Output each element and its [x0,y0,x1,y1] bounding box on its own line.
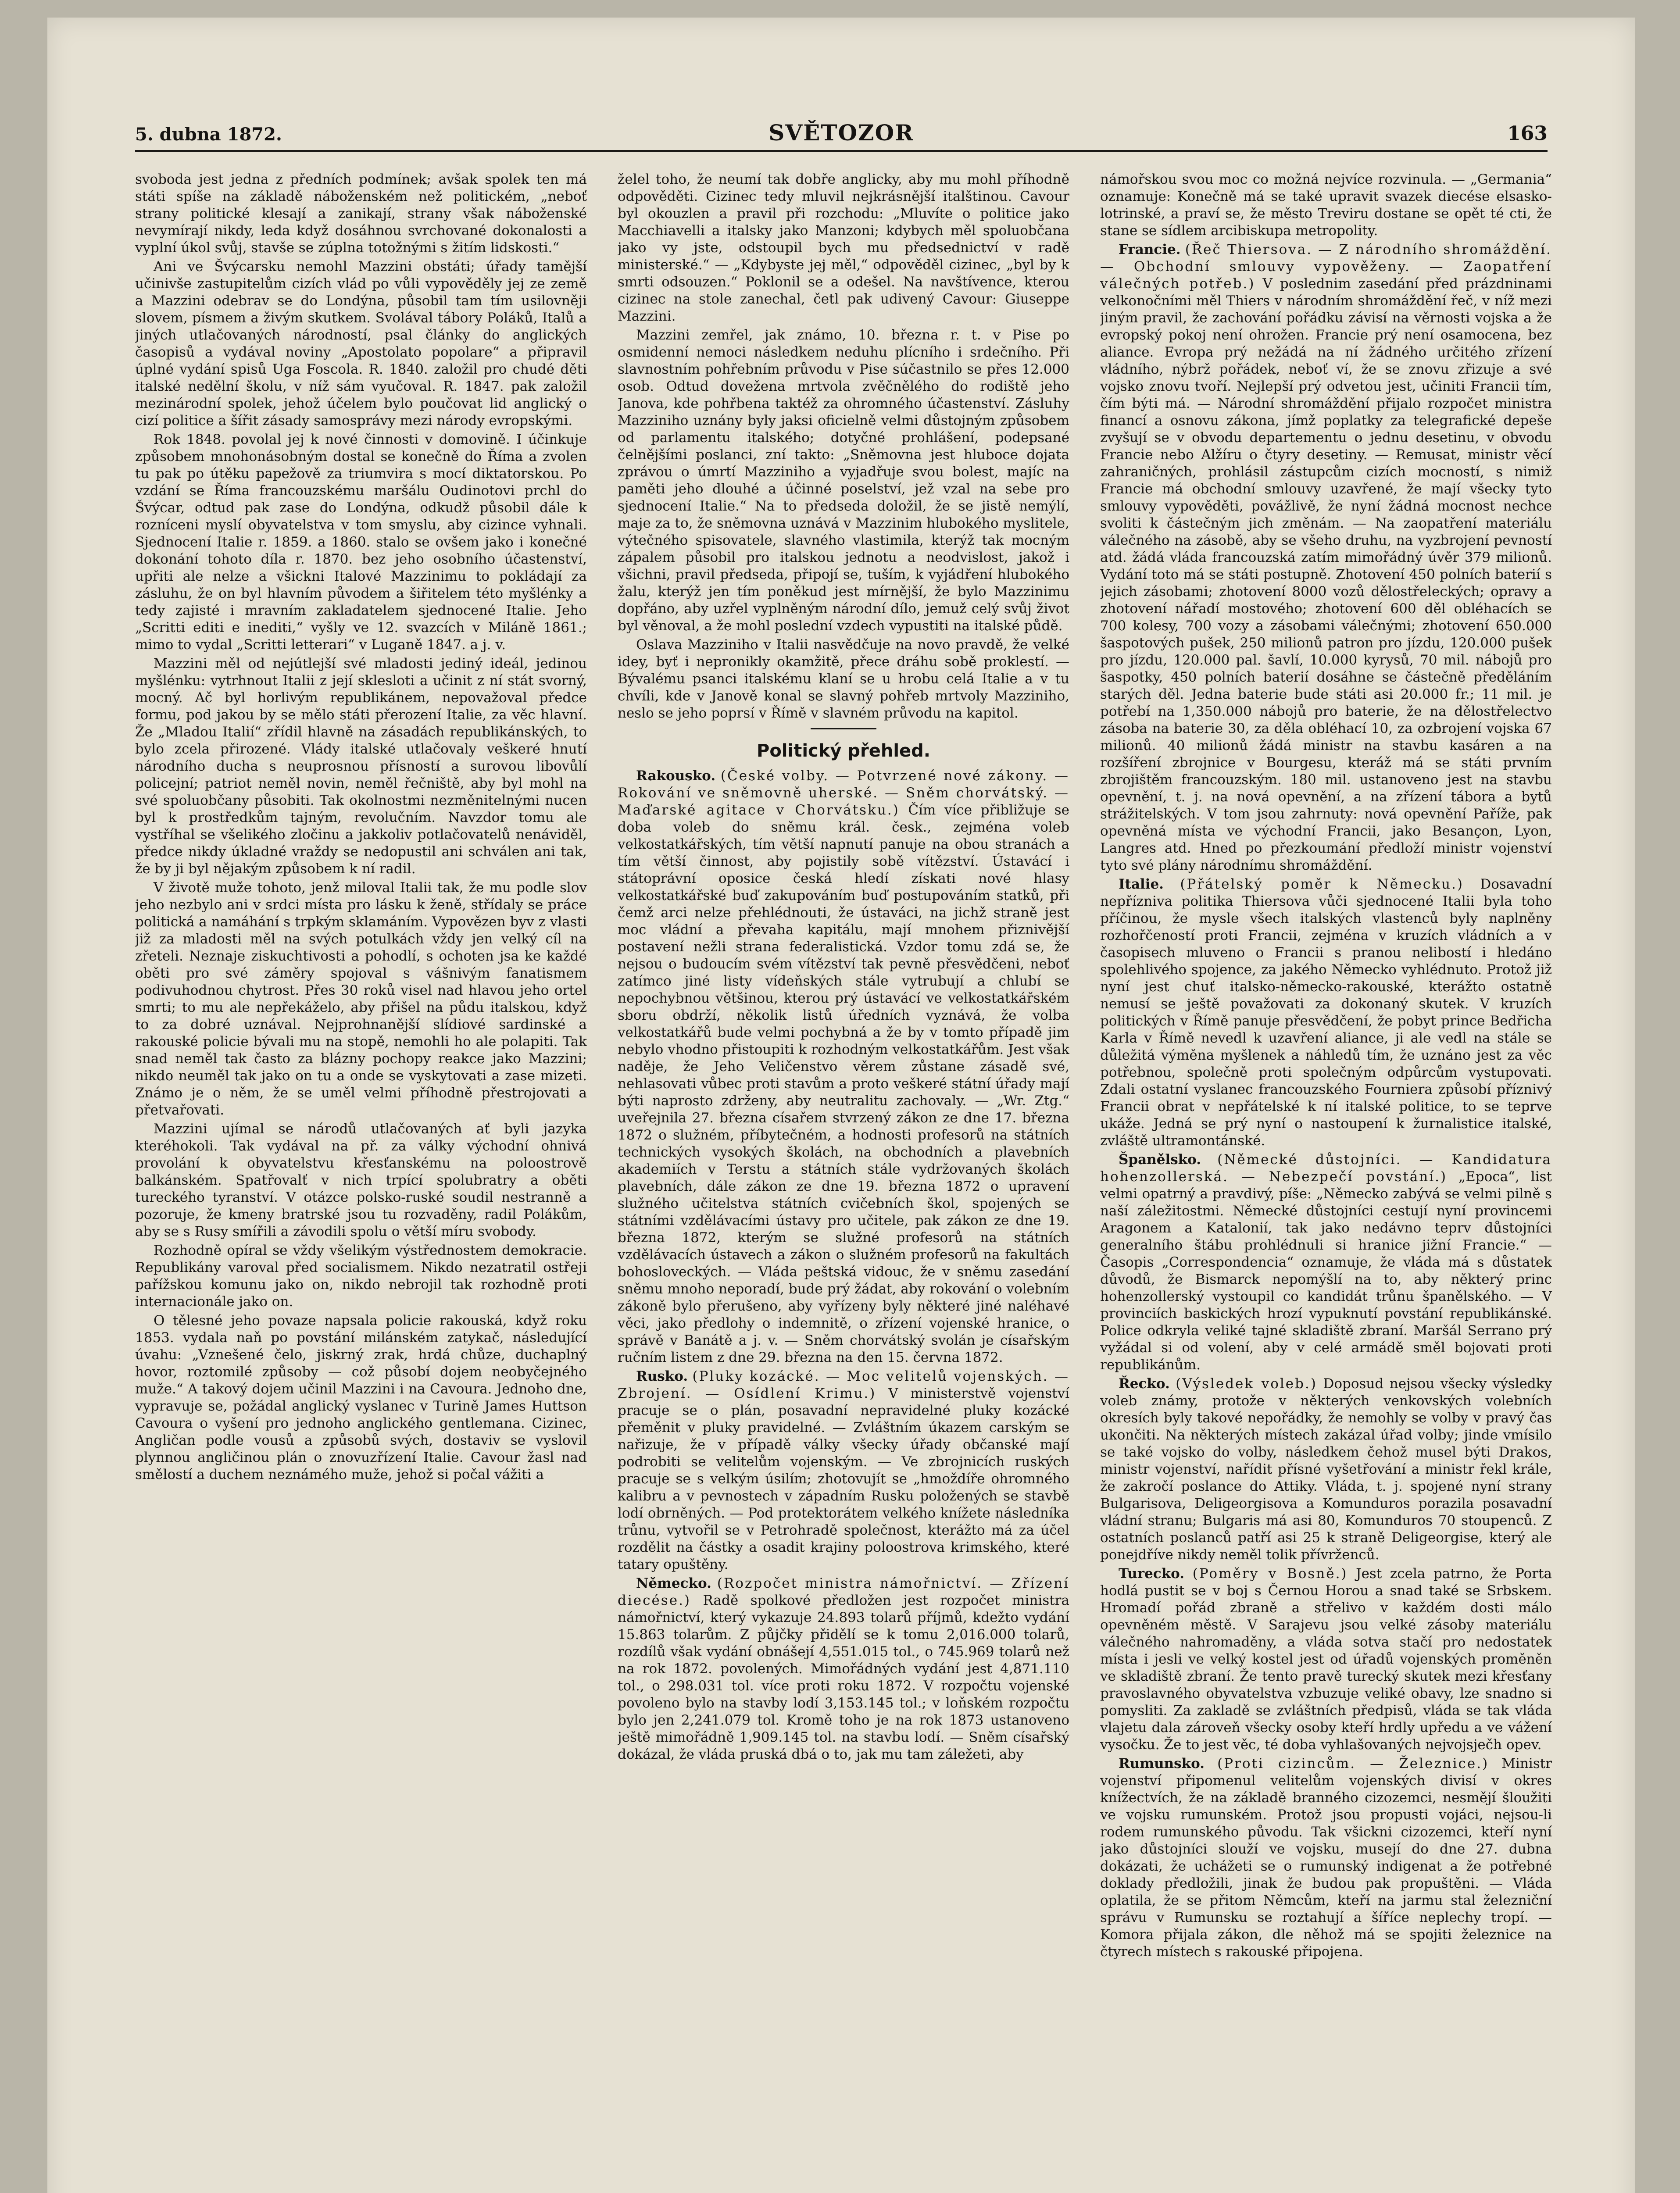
page-header [135,118,1548,152]
paragraph: Ani ve Švýcarsku nemohl Mazzini obstáti; úřady tamější učinivše zastupitelům cizích vlád po vůli vypověděly jej ze země a Mazzini odebrav se do Londýna, působil tam tím usilovněji slovem, písmem a živým skutkem. Svolával tábory Poláků, Italů a jiných utlačovaných národností, psal články do anglických časopisů a vydával noviny „Apostolato popolare“ a připravil úplné vydání spisů Uga Foscola. R. 1840. založil pro chudé děti italské nedělní školu, v níž sám vyučoval. R. 1847. pak založil mezinárodní spolek, jehož účelem bylo poučovat lid anglický o cizí politice a šířit zásady samosprávy mezi národy evropskými. [135,259,587,429]
news-item-romania [1100,1755,1552,1961]
news-subheading: (Řeč Thiersova. — Z národního shromáždění. — Obchodní smlouvy vypověženy. — Zaopatření válečných potřeb.) [1100,242,1552,292]
news-subheading: (České volby. — Potvrzené nové zákony. — Rokování ve sněmovně uherské. — Sněm chorvátský. — Maďarské agitace v Chorvátsku.) [618,768,1069,818]
issue-date: 5. dubna 1872. [135,124,282,145]
news-item-spain [1100,1151,1552,1374]
news-body: Čím více přibližuje se doba voleb do sněmu král. česk., zejména voleb velkostatkářských, tím větší napnutí panuje na obou stranách a tím větší činnost, aby pojistily sobě vítězství. Ústavácí i státoprávní oposice česká hledí získati nové hlasy velkostatkářské buď zakupováním buď postupováním statků, při čemž arci nelze přehlédnouti, že ústaváci, na jichž straně jest moc vládní a převaha kapitálu, mají mnohem přiznivější postavení nežli strana federalistická. Vzdor tomu zdá se, že nejsou o budoucím svém vítězství tak pevně přesvědčeni, neboť zatímco jiné listy vídeňských stále vytrubují a chlubí se nepochybnou většinou, kterou prý ústavácí ve velkostatkářském sboru obdrží, několik listů úředních vyznává, že volba velkostatkářů bude velmi pochybná a že by v tomto případě jim nebylo vhodno přistoupiti k rozhodným velkostatkářům. Jest však naděje, že Jeho Veličenstvo věrem zůstane zásadě své, nehlasovati vůbec proti stavům a proto veškeré státní úřady mají býti naprosto zdrženy, aby neutralitu zachovaly. — „Wr. Ztg.“ uveřejnila 27. března císařem stvrzený zákon ze dne 17. března 1872 o služném, příbytečném, a hodnosti profesorů na státních technických vysokých školách, na obchodních a plavebních akademiích v Terstu a státních stále vydržovaných školách plavebních, dále zákon ze dne 19. března 1872 o upravení služného učitelstva státních cvičebních škol, spojených se státními vzdělávacími ústavy pro učitele, pak zákon ze dne 19. března 1872, kterým se služné profesorů na státních vzdělávacích ústavech a zákon o služném profesorů na fakultách bohosloveckých. — Vláda peštská vidouc, že v sněmu zasedání sněmu mnoho neporadí, bude prý žádat, aby rokování o volebním zákoně bylo přerušeno, aby vyřízeny byly některé jiné naléhavé věci, jako předlohy o indemnitě, o zřízení vojenské hranice, o správě v Banátě a j. v. — Sněm chorvátský svolán je císařským ručním listem z dne 29. března na den 15. června 1872. [618,802,1069,1365]
news-item-austria [618,768,1069,1366]
news-item-italy [1100,876,1552,1150]
column-1 [135,171,587,2193]
news-body: Jest zcela patrno, že Porta hodlá pustit se v boj s Černou Horou a snad také se Srbskem. Hromadí pořád zbraně a střelivo v každém dosti málo opevněném městě. V Sarajevu jsou velké zásoby materiálu válečného nahromaděny, a vláda sotva stačí pro nedostatek místa i jesli ve velký kostel jest od úřadů vojenských proměněn ve skladiště zbraní. Že tento pravě turecký skutek mezi křesťany pravoslavného obyvatelstva vzbuzuje veliké obavy, lze snadno si pomysliti. Za zakladě se zvláštních předpisů, vláda se tak vláda vlajetu dala zároveň všecky osoby kteří hrdly upředu a ve vážení vysočku. Že to jest věc, té doba vyhlašovaných nejvojsječh opev. [1100,1566,1552,1753]
divider [811,728,876,729]
news-subheading: (Poměry v Bosně.) [1192,1566,1348,1582]
news-body: „Epoca“, list velmi opatrný a pravdivý, píše: „Německo zabývá se velmi pilně s naší záležitostmi. Německé důstojníci cestují nyní provincemi Aragonem a Katalonií, tak jako nedávno teprv důstojníci generalního štábu prohlédnuli si hranice jižní Francie.“ — Časopis „Correspondencia“ oznamuje, že vláda má s důstatek důvodů, že Bismarck nepomýšlí na to, aby některý princ hohenzollerský vystoupil co kandidát trůnu španělského. — V provinciích baskických hrozí vypuknutí povstání republikánské. Police odkryla veliké tajné skladiště zbraní. Maršál Serrano prý vyžádal si od volení, aby v celé armádě směl bojovati proti republikánům. [1100,1169,1552,1373]
news-heading: Španělsko. [1119,1152,1201,1168]
news-heading: Rakousko. [636,768,716,784]
news-subheading: (Německé důstojníci. — Kandidatura hohenzollerská. — Nebezpečí povstání.) [1100,1152,1552,1185]
news-heading: Rumunsko. [1119,1756,1205,1772]
news-subheading: (Výsledek voleb.) [1176,1376,1317,1392]
news-body: Radě spolkové předložen jest rozpočet ministra námořnictví, který vykazuje 24.893 tolarů příjmů, kdežto vydání 15.863 tolarům. Z půjčky přidělí se k tomu 2,016.000 tolarů, rozdílů však vydání obnášejí 4,551.015 tol., o 745.969 tolarů než na rok 1872. povolených. Mimořádných vydání jest 4,871.110 tol., o 298.031 tol. více proti roku 1872. V rozpočtu vojenské povoleno bylo na stavby lodí 3,153.145 tol.; v loňském rozpočtu bylo jen 2,241.079 tol. Kromě toho je na rok 1873 ustanoveno ještě mimořádně 1,909.145 tol. na stavbu lodí. — Sněm císařský dokázal, že vláda pruská dbá o to, jak mu tam záležeti, aby [618,1593,1069,1762]
news-heading: Řecko. [1119,1376,1170,1392]
news-item-germany [618,1575,1069,1763]
masthead-title: SVĚTOZOR [769,120,914,146]
column-2 [618,171,1069,2193]
news-body: V ministerstvě vojenství pracuje se o plán, posavadní nepravidelné pluky kozácké přeměnit v pluky pravidelné. — Zvláštním úkazem carským se nařizuje, že v případě války všecky úřady občanské mají podrobiti se velitelům vojenským. — Ve zbrojnicích ruských pracuje se s velkým úsilím; zhotovujít se „hmoždíře ohromného kalibru a v pevnostech v západním Rusku položených se stavbě lodí obrněných. — Pod protektorátem velkého knížete následníka trůnu, vytvořil se v Petrohradě společnost, kterážto má za účel rozdělit na částky a osadit krajiny poloostrova krimského, které tatary opuštěny. [618,1386,1069,1572]
news-body: Ministr vojenství připomenul velitelům vojenských divisí v okres knížectvích, že na základě branného cizozemci, nesmějí šloužiti ve vojsku rumunském. Protož jsou propusti vojáci, nejsou-li rodem rumunského původu. Tak všickni cizozemci, kteří nyní jako důstojníci slouží ve vojsku, musejí do dne 27. dubna dokázati, že uchážeti se o rumunský indigenat a že potřebné doklady předložili, jinak že budou pak propuštěni. — Vláda oplatila, že se přitom Němcům, kteří na jarmu stal železniční správu v Rumunsku se roztahují a šíříce neplechy tropí. — Komora přijala zákon, dle něhož má se spojiti železnice na čtyrech místech s rakouské připojena. [1100,1756,1552,1960]
news-subheading: (Rozpočet ministra námořnictví. — Zřízení diecése.) [618,1575,1069,1608]
paragraph: Mazzini měl od nejútlejší své mladosti jediný ideál, jedinou myšlénku: vytrhnout Italii z její sklesloti a učinit z ní stát svorný, mocný. Ač byl horlivým republikánem, nepovažoval předce formu, pod jakou by se mělo státi přerození Italie, za věc hlavní. Že „Mladou Italií“ zřídil hlavně na zásadách republikánských, to bylo zcela přirozené. Vlády italské utlačovaly veškeré hnutí národního ducha s neuprosnou přísností a surovou libovůlí policejní; patriot neměl novin, neměl řečniště, aby byl mohl na své spoluobčany působiti. Tak okolnostmi nezměnitelnými nucen byl k prostředkům tajným, revolučním. Navzdor tomu ale vystříhal se všelikého zločinu a jakkoliv potlačovatelů nenáviděl, předce nikdy úkladné vraždy se nedopustil ani schválen ani tak, že by ji byl nějakým způsobem k ní radil. [135,656,587,877]
paragraph: Mazzini zemřel, jak známo, 10. března r. t. v Pise po osmidenní nemoci následkem neduhu plícního i srdečního. Při slavnostním pohřebním průvodu v Pise súčastnilo se přes 12.000 osob. Odtud dovežena mrtvola zvěčnělého do rodiště jeho Janova, kde pohřbena taktéž za ohromného účastenství. Zásluhy Mazziniho uznány byly jaksi oficielně velmi důstojným způsobem od parlamentu italského; dotyčné prohlášení, podepsané čelnějšími poslanci, zní takto: „Sněmovna jest hluboce dojata zprávou o úmrtí Mazziniho a vyjadřuje svou bolest, majíc na paměti jeho dlouhé a účinné poselství, jež vzal na sebe pro sjednocení Italie.“ Na to předseda doložil, že se jistě nemýlí, maje za to, že sněmovna uznává v Mazzinim hlubokého myslitele, výtečného spisovatele, slavného vlastimila, kterýž tak mocným zápalem působil pro italskou jednotu a neodvislost, jakož i všichni, pravil předseda, připojí se, tuším, k vyjádření hlubokého žalu, kterýž jen tím poněkud jest mírnější, že bylo Mazzinimu dopřáno, aby uzřel vyplněným národní dílo, jemuž celý svůj život byl věnoval, a že mohl poslední vzdech vypustiti na italské půdě. [618,327,1069,634]
paragraph: Rozhodně opíral se vždy všelikým výstřednostem demokracie. Republikány varoval před socialismem. Nikdo nezatratil ostřeji pařížskou komunu jako on, nikdo nebrojil tak rozhodně proti internacionále jako on. [135,1243,587,1310]
news-subheading: (Proti cizincům. — Železnice.) [1217,1756,1489,1772]
news-heading: Rusko. [636,1368,688,1384]
news-body: Doposud nejsou všecky výsledky voleb známy, protože v některých venkovských volebních okresích byly takové nepořádky, že nemohly se volby v pravý čas ukončiti. Na některých místech zakázal úřad volby; jinde vmísilo se také vojsko do volby, následkem čehož musel býti Drakos, ministr vojenství, nařídit přísné vyšetřování a ministr řekl krále, že zakročí poslance do Attiky. Vláda, t. j. spojené nyní strany Bulgarisova, Deligeorgisova a Komunduros porazila posavadní vládní stranu; Bulgaris má asi 80, Komunduros 70 stoupenců. Z ostatních poslanců patří asi 25 k straně Deligeorgise, který ale ponejdříve nikdy neměl tolik přívrženců. [1100,1376,1552,1563]
newspaper-page [47,18,1635,2193]
news-item-greece [1100,1375,1552,1564]
paragraph: námořskou svou moc co možná nejvíce rozvinula. — „Germania“ oznamuje: Konečně má se také upravit svazek diecése elsasko-lotrinské, a praví se, že město Treviru dostane se opět té cti, že stane se sídlem arcibiskupa metropolity. [1100,171,1552,239]
paragraph: O tělesné jeho povaze napsala policie rakouská, když roku 1853. vydala naň po povstání milánském zatykač, následující úvahu: „Vznešené čelo, jiskrný zrak, hrdá chůze, duchaplný hovor, roztomilé způsoby — což působí dojem neobyčejného muže.“ A takový dojem učinil Mazzini i na Cavoura. Jednoho dne, vypravuje se, požádal anglický vyslanec v Turině James Huttson Cavoura o vyšení pro jednoho anglického gentlemana. Cizinec, Angličan podle vousů a způsobů svých, dostaviv se vyslovil plynnou angličinou plán o znovuzřízení Italie. Cavour žasl nad smělostí a duchem neznámého muže, jehož si počal vážiti a [135,1313,587,1482]
news-item-turkey [1100,1565,1552,1754]
section-title: Politický přehled. [757,741,930,761]
page-number: 163 [1507,122,1548,145]
news-heading: Turecko. [1119,1566,1185,1582]
news-body: V poslednim zasedání před prázdninami velkonočními měl Thiers v národním shromáždění řeč, v níž mezi jiným pravil, že zachování pořádku závisí na věrnosti vojska a že evropský pokoj není ohrožen. Francie prý není osamocena, bez aliance. Evropa prý nežádá na ní žádného určitého zřízení vládního, nýbrž pořádek, neboť ví, že se znovu zřizuje a své vojsko znovu tvoří. Nejlepší prý odvetou jest, učiniti Francii tím, čím býti má. — Národní shromáždění přijalo rozpočet ministra financí a osnovu zákona, jímž poplatky za telegrafické depeše zvyšují se v obvodu departementu o jednu desetinu, v obvodu Francie nebo Alžíru o čtyry desetiny. — Remusat, ministr věcí zahraničných, prohlásil zástupcům cizích mocností, s nimiž Francie má obchodní smlouvy uzavřené, že mají všecky tyto smlouvy vypověděti, povážlivě, že nyní žádná mocnost nechce svoliti k částečným jich změnám. — Na zaopatření materiálu válečného na zásobě, aby se všeho druhu, na vyzbrojení pevností atd. žádá vláda francouzská zatím mimořádný úvěr 379 milionů. Vydání toto má se státi postupně. Zhotovení 450 polních baterií s jejich zásobami; zhotovení 8000 vozů dělostřeleckých; opravy a zhotovení nářadí mostového; zhotovení 600 děl obléhacích se 700 kolesy, 700 vozy a zásobami válečnými; zhotovení 650.000 šaspotových pušek, 250 milionů patron pro jízdu, 120.000 pušek pro jízdu, 120.000 pal. šavlí, 10.000 kyrysů, 70 mil. nábojů pro šaspotky, 450 polních baterií dosáhne se částečně předěláním starých děl. Jedna baterie bude státi asi 20.000 fr.; 11 mil. je potřebí na 1,350.000 nábojů pro baterie, že na dělostřelectvo zásoba na baterie 30, za děla obléhací 10, za ozbrojení vojska 67 milionů. 40 milionů žádá ministr na stavbu kasáren a na rozšíření zbrojnice v Bourgesu, kteráž má se státi prvním zbrojištěm francouzským. 180 mil. ustanoveno jest na stavbu opevnění, t. j. na nová opevnění, a na zřízení tábora a bytů strážitelských. V tom jsou zahrnuty: nová opevnění Paříže, pak opevněná místa ve východní Francii, jako Besançon, Lyon, Langres atd. Hned po přezkoumání předloží ministr vojenství tyto své plány národnímu shromáždění. [1100,276,1552,873]
paragraph: V životě muže tohoto, jenž miloval Italii tak, že mu podle slov jeho nezbylo ani v srdci místa pro lásku k ženě, střídaly se práce politická a namáhání s trpkým sklamáním. Vypovězen byv z vlasti již za mladosti měl na svých potulkách vždy jen velký cíl na zřeteli. Neznaje ziskuchtivosti a pohodlí, s ochoten jsa ke každé oběti pro své záměry spojoval s vášnivým fanatismem podivuhodnou chytrost. Přes 30 roků visel nad hlavou jeho ortel smrti; to mu ale nepřekáželo, aby přišel na půdu italskou, když to za dobré uznával. Nejprohnanější slídiové sardinské a rakouské policie bývali mu na stopě, nemohli ho ale polapiti. Tak snad neměl tak často za blázny pochopy reakce jako Mazzini; nikdo neuměl tak jako on tu a onde se vyskytovati a zase mizeti. Známo je o něm, že se uměl velmi příhodně přestrojovati a přetvařovati. [135,880,587,1118]
news-item-france [1100,241,1552,874]
paragraph: Mazzini ujímal se národů utlačovaných ať byli jazyka kteréhokoli. Tak vydával na př. za války východní ohnivá provolání k obyvatelstvu křesťanskému na poloostrově balkánském. Spatřovalť v nich trpící spolubratry a oběti tureckého tyranství. V otázce polsko-ruské soudil nestranně a pozoruje, že kmeny bratrské jsou tu rozvaděny, radil Polákům, aby se s Rusy smířili a závodili spolu o větší míru svobody. [135,1121,587,1239]
paragraph: Rok 1848. povolal jej k nové činnosti v domovině. I účinkuje způsobem mnohonásobným dostal se konečně do Říma a zvolen tu pak po útěku papežově za triumvira s mocí diktatorskou. Po vzdání se Říma francouzskému maršálu Oudinotovi prchl do Švýcar, odtud pak zase do Londýna, odkudž působil dále k rozníceni myslí obyvatelstva v tom smyslu, aby cizince vyhnali. Sjednocení Italie r. 1859. a 1860. stalo se ovšem jako i konečné dokonání tohoto díla r. 1870. bez jeho osobního účastenství, upřiti ale nelze a všickni Italové Mazzinimu to pokládají za zásluhu, že on byl hlavním původem a šiřitelem této myšlénky a tedy zajisté i mravním zakladatelem sjednocené Italie. Jeho „Scritti editi e inediti,“ vyšly ve 12. svazcích v Miláně 1861.; mimo to vydal „Scritti letterari“ v Luganě 1847. a j. v. [135,432,587,653]
news-heading: Německo. [636,1575,711,1591]
paragraph: svoboda jest jedna z předních podmínek; avšak spolek ten má státi spíše na základě náboženském než politickém, „neboť strany politické klesají a zanikají, strany však náboženské nevymírají nikdy, leda když dosáhnou svrchované dokonalosti a vyplní úkol svůj, stavše se zúplna totožnými s žitím lidskosti.“ [135,171,587,256]
news-subheading: (Pluky kozácké. — Moc velitelů vojenských. — Zbrojení. — Osídlení Krimu.) [618,1368,1069,1401]
paragraph: Oslava Mazziniho v Italii nasvědčuje na novo pravdě, že velké idey, byť i nepronikly okamžitě, přece dráhu sobě proklestí. — Bývalému psanci italskému klaní se u hrobu celá Italie a v tu chvíli, kde v Janově konal se slavný pohřeb mrtvoly Mazziniho, neslo se jeho poprsí v Římě v slavném průvodu na kapitol. [618,637,1069,721]
news-body: Dosavadní nepřízniva politika Thiersova vůči sjednocené Italii byla toho příčinou, že mysle všech italských vlastenců byly naplněny rozhořčeností proti Francii, zejména v kruzích vládních a v časopisech mluveno o Francii s pranou nelibostí i hledáno spolehlivého spojence, za jakého Německo vyhlédnuto. Protož již nyní jest chuť italsko-německo-rakouské, kterážto ostatně nemusí se ještě považovati za dokonaný skutek. V kruzích politických v Římě panuje přesvědčení, že pobyt prince Bedřicha Karla v Římě nevedl k uzavření aliance, ji ale vedl na stále se důležitá výměna myšlenek a náhledů tím, že uznáno jest za věc potřebnou, společně proti společným odpůrcům vystupovati. Zdali ostatní vyslanec francouzského Fourniera způsobí příznivý Francii obrat v nepřátelské k ní italské politice, to se teprve ukáže. Jedná se prý nyní o nastoupení k žurnalistice italské, zvláště ultramontánské. [1100,876,1552,1149]
column-3 [1100,171,1552,2193]
news-item-russia [618,1368,1069,1573]
news-subheading: (Přátelský poměr k Německu.) [1180,876,1464,892]
paragraph: želel toho, že neumí tak dobře anglicky, aby mu mohl příhodně odpověděti. Cizinec tedy mluvil nejkrásnější italštinou. Cavour byl okouzlen a pravil při rozchodu: „Mluvíte o politice jako Macchiavelli a italsky jako Manzoni; kdybych měl spoluobčana jako vy jste, odstoupil bych mu předsednictví v radě ministerské.“ — „Kdybyste jej měl,“ odpověděl cizinec, „byl by k smrti odsouzen.“ Poklonil se a odešel. Na navštívence, kterou cizinec na stole zanechal, četl pak udivený Cavour: Giuseppe Mazzini. [618,171,1069,324]
news-heading: Francie. [1119,242,1181,257]
news-heading: Italie. [1119,876,1164,892]
